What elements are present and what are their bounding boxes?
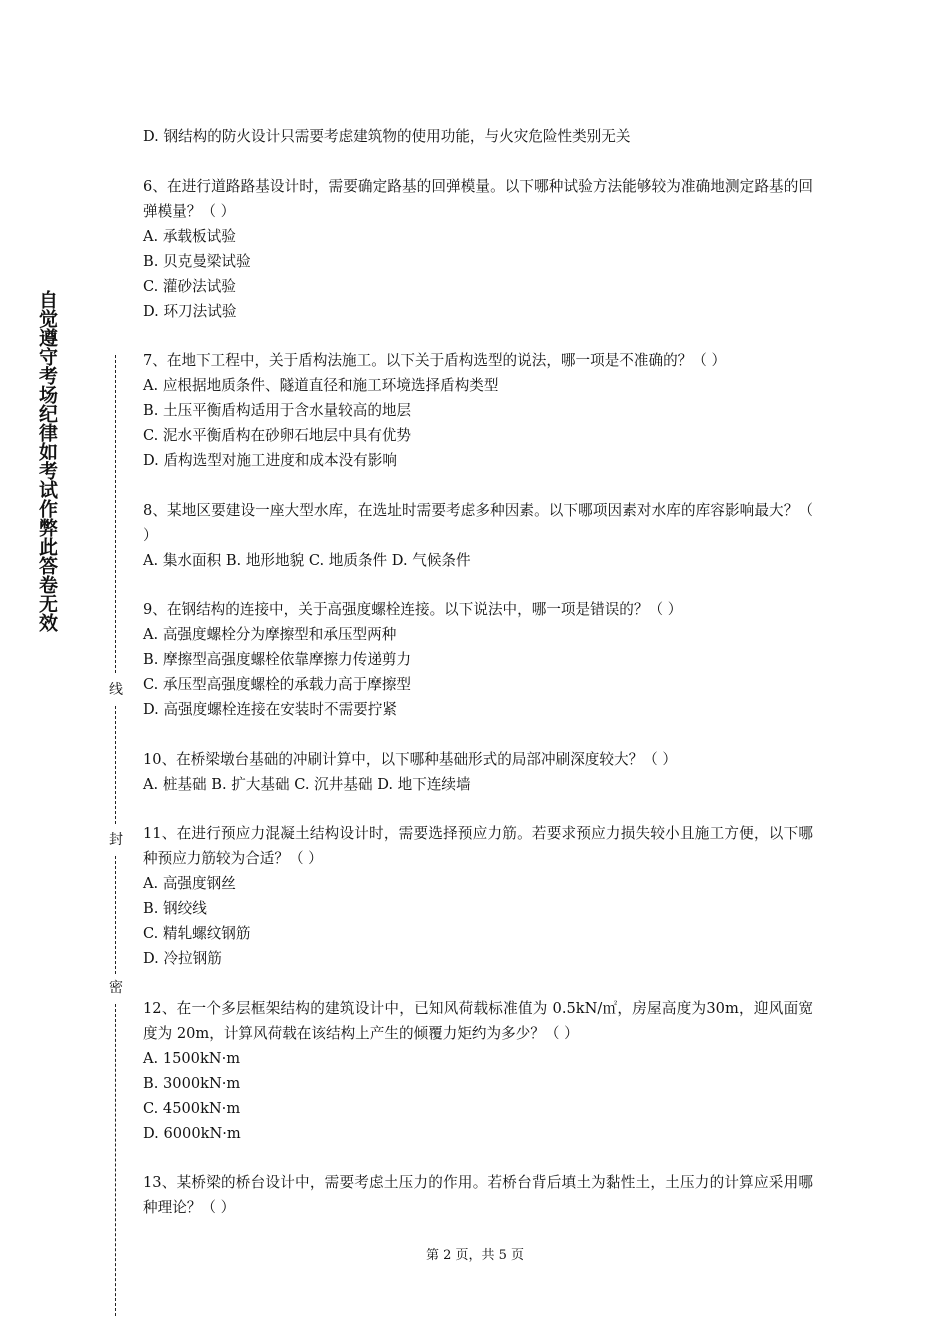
- option: D. 6000kN·m: [143, 1124, 241, 1142]
- option: A. 1500kN·m: [143, 1049, 241, 1067]
- option: C. 泥水平衡盾构在砂卵石地层中具有优势: [143, 427, 412, 444]
- page-number: 第 2 页，共 5 页: [425, 1248, 525, 1263]
- binding-line: [115, 856, 116, 974]
- option: A. 应根据地质条件、隧道直径和施工环境选择盾构类型: [143, 377, 499, 394]
- option: A. 集水面积 B. 地形地貌 C. 地质条件 D. 气候条件: [143, 551, 471, 569]
- option: A. 高强度螺栓分为摩擦型和承压型两种: [143, 626, 397, 643]
- option: C. 灌砂法试验: [143, 277, 236, 295]
- seal-label-line: 线: [106, 680, 126, 700]
- option: C. 4500kN·m: [143, 1099, 241, 1117]
- question-stem: 8、某地区要建设一座大型水库，在选址时需要考虑多种因素。以下哪项因素对水库的库容影响最大？（ ）: [143, 501, 813, 544]
- option: D. 钢结构的防火设计只需要考虑建筑物的使用功能，与火灾危险性类别无关: [143, 128, 631, 145]
- question-stem: 13、某桥梁的桥台设计中，需要考虑土压力的作用。若桥台背后填土为黏性土，土压力的计算应采用哪种理论？（ ）: [143, 1174, 813, 1216]
- option: B. 土压平衡盾构适用于含水量较高的地层: [143, 402, 412, 419]
- binding-line: [115, 355, 116, 673]
- question-stem: 11、在进行预应力混凝土结构设计时，需要选择预应力筋。若要求预应力损失较小且施工方便，以下哪种预应力筋较为合适？（ ）: [143, 825, 813, 867]
- question-stem: 7、在地下工程中，关于盾构法施工。以下关于盾构选型的说法，哪一项是不准确的？（ ）: [143, 352, 727, 369]
- option: D. 环刀法试验: [143, 302, 237, 320]
- option: C. 精轧螺纹钢筋: [143, 925, 251, 942]
- question-7: [143, 348, 813, 473]
- option: A. 高强度钢丝: [143, 875, 236, 892]
- question-13: [143, 1170, 813, 1220]
- option: D. 冷拉钢筋: [143, 950, 222, 967]
- question-8: [143, 498, 813, 573]
- previous-question-tail: [143, 124, 813, 149]
- question-stem: 9、在钢结构的连接中，关于高强度螺栓连接。以下说法中，哪一项是错误的？（ ）: [143, 601, 683, 618]
- option: A. 桩基础 B. 扩大基础 C. 沉井基础 D. 地下连续墙: [143, 775, 471, 793]
- seal-label-seal: 封: [106, 830, 126, 850]
- option: D. 高强度螺栓连接在安装时不需要拧紧: [143, 701, 397, 718]
- question-stem: 12、在一个多层框架结构的建筑设计中，已知风荷载标准值为 0.5kN/㎡，房屋高度为30m，迎风面宽度为 20m，计算风荷载在该结构上产生的倾覆力矩约为多少？（ ）: [143, 999, 813, 1042]
- binding-line: [115, 706, 116, 824]
- option: A. 承载板试验: [143, 227, 236, 245]
- option: B. 贝克曼梁试验: [143, 252, 251, 270]
- question-9: [143, 597, 813, 722]
- option: B. 钢绞线: [143, 900, 207, 917]
- exam-discipline-notice: 自觉遵守考场纪律如考试作弊此答卷无效: [36, 290, 58, 632]
- option: C. 承压型高强度螺栓的承载力高于摩擦型: [143, 676, 412, 693]
- binding-line: [115, 1004, 116, 1316]
- question-stem: 10、在桥梁墩台基础的冲刷计算中，以下哪种基础形式的局部冲刷深度较大？（ ）: [143, 750, 677, 768]
- question-11: [143, 821, 813, 971]
- seal-label-secret: 密: [106, 978, 126, 998]
- question-stem: 6、在进行道路路基设计时，需要确定路基的回弹模量。以下哪种试验方法能够较为准确地测定路基的回弹模量？（ ）: [143, 177, 813, 220]
- option: D. 盾构选型对施工进度和成本没有影响: [143, 452, 397, 469]
- question-content: [143, 124, 813, 1245]
- question-6: [143, 174, 813, 324]
- question-12: [143, 996, 813, 1146]
- option: B. 摩擦型高强度螺栓依靠摩擦力传递剪力: [143, 651, 412, 668]
- question-10: [143, 747, 813, 797]
- option: B. 3000kN·m: [143, 1074, 241, 1092]
